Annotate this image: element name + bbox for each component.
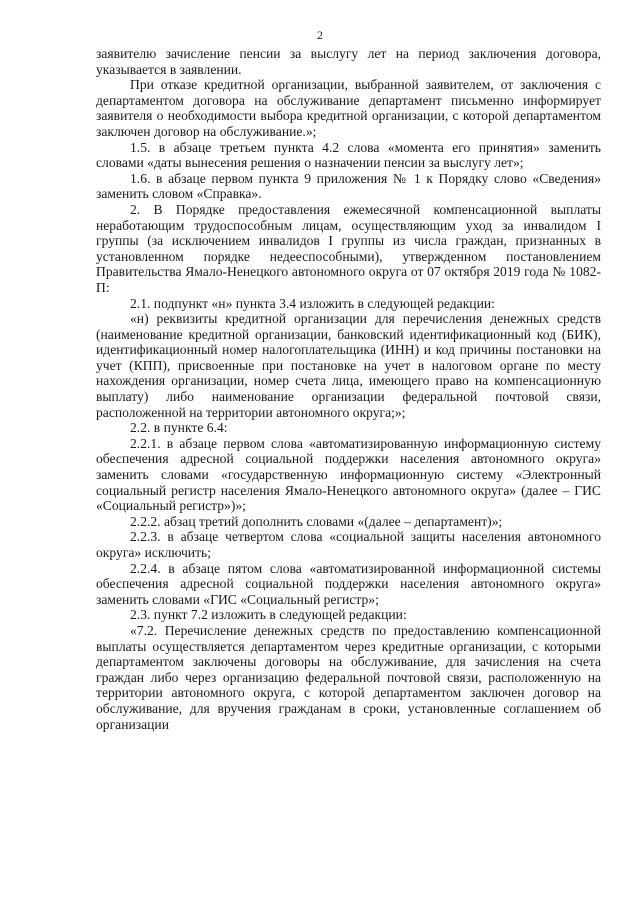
- paragraph: «7.2. Перечисление денежных средств по предоставлению компенсационной выплаты осуществляется департаментом через кредитные организации, с которыми департаментом заключены договоры на обслуживание, для зачисления на счета граждан либо через организацию федеральной почтовой связи, расположенную на территории автономного округа, с которой департаментом заключен договор на обслуживание, для вручения гражданам в сроки, установленные соглашением об организации: [96, 622, 601, 732]
- paragraph: 2.3. пункт 7.2 изложить в следующей редакции:: [130, 607, 407, 623]
- paragraph: 2.2.1. в абзаце первом слова «автоматизированную информационную систему обеспечения адресной социальной поддержки населения автономного округа» заменить словами «государственную информационную систему «Электронный социальный регистр населения Ямало-Ненецкого автономного округа» (далее – ГИС «Социальный регистр»)»;: [96, 435, 601, 514]
- paragraph: При отказе кредитной организации, выбранной заявителем, от заключения с департаментом договора на обслуживание департамент письменно информирует заявителя о необходимости выбора кредитной организации, с которой департаментом заключен договор на обслуживание.»;: [96, 77, 601, 139]
- page-number: 2: [317, 28, 323, 42]
- paragraph: «н) реквизиты кредитной организации для перечисления денежных средств (наименование кредитной организации, банковский идентификационный код (БИК), идентификационный номер налогоплательщика (ИНН) и код причины постановки на учет (КПП), присвоенные при постановке на учет в налоговом органе по месту нахождения организации, номер счета лица, имеющего право на компенсационную выплату) либо наименование организации федеральной почтовой связи, расположенной на территории автономного округа;»;: [96, 311, 601, 420]
- paragraph: 2.2.4. в абзаце пятом слова «автоматизированной информационной системы обеспечения адресной социальной поддержки населения автономного округа» заменить словами «ГИС «Социальный регистр»;: [96, 560, 601, 607]
- document-body: [96, 46, 601, 732]
- paragraph: 1.6. в абзаце первом пункта 9 приложения № 1 к Порядку слово «Сведения» заменить словом «Справка».: [96, 170, 601, 202]
- paragraph: заявителю зачисление пенсии за выслугу лет на период заключения договора, указывается в заявлении.: [96, 46, 601, 77]
- paragraph: 2.2.3. в абзаце четвертом слова «социальной защиты населения автономного округа» исключить;: [96, 529, 601, 560]
- paragraph: 1.5. в абзаце третьем пункта 4.2 слова «момента его принятия» заменить словами «даты вынесения решения о назначении пенсии за выслугу лет»;: [96, 139, 601, 171]
- paragraph: 2.2. в пункте 6.4:: [130, 420, 228, 436]
- paragraph: 2. В Порядке предоставления ежемесячной компенсационной выплаты неработающим трудоспособным лицам, осуществляющим уход за инвалидом I группы (за исключением инвалидов I группы из числа граждан, признанных в установленном порядке недееспособными), утвержденном постановлением Правительства Ямало-Ненецкого автономного округа от 07 октября 2019 года № 1082-П:: [96, 201, 601, 295]
- paragraph: 2.1. подпункт «н» пункта 3.4 изложить в следующей редакции:: [130, 295, 495, 311]
- paragraph: 2.2.2. абзац третий дополнить словами «(далее – департамент)»;: [130, 513, 503, 529]
